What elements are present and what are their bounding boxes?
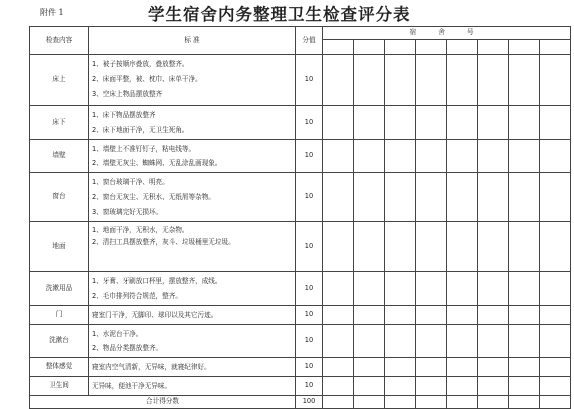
dorm-score-cell[interactable] [323, 173, 354, 222]
criteria-line: 3、窗玻璃完好无损坏。 [92, 207, 163, 216]
row-category: 洗漱台 [30, 324, 89, 358]
row-score: 10 [296, 222, 323, 272]
table-row [30, 358, 571, 377]
dorm-score-cell[interactable] [354, 222, 385, 272]
row-criteria [89, 139, 296, 173]
row-score: 10 [296, 139, 323, 173]
dorm-score-cell[interactable] [323, 222, 354, 272]
row-score: 10 [296, 324, 323, 358]
table-row [30, 324, 571, 358]
dorm-score-cell[interactable] [478, 106, 509, 140]
total-label: 合计得分数 [30, 395, 296, 408]
dorm-score-cell[interactable] [354, 173, 385, 222]
dorm-score-cell[interactable] [478, 305, 509, 324]
dorm-score-cell[interactable] [447, 305, 478, 324]
dorm-score-cell[interactable] [385, 222, 416, 272]
dorm-score-cell[interactable] [354, 55, 385, 106]
dorm-score-cell[interactable] [416, 106, 447, 140]
row-criteria [89, 106, 296, 140]
criteria-line: 寝室门干净，无脚印、球印以及其它污迹。 [92, 310, 218, 319]
dorm-score-cell[interactable] [416, 139, 447, 173]
page-title: 学生宿舍内务整理卫生检查评分表 [148, 5, 411, 24]
dorm-score-cell[interactable] [447, 272, 478, 306]
dorm-score-cell[interactable] [354, 106, 385, 140]
dorm-score-cell[interactable] [385, 358, 416, 377]
row-category: 卫生间 [30, 376, 89, 395]
dorm-score-cell[interactable] [385, 305, 416, 324]
dorm-score-cell[interactable] [478, 376, 509, 395]
dorm-score-cell[interactable] [354, 305, 385, 324]
dorm-score-cell[interactable] [540, 173, 571, 222]
dorm-score-cell[interactable] [323, 324, 354, 358]
row-category: 墙壁 [30, 139, 89, 173]
table-row [30, 173, 571, 222]
dorm-total-cell[interactable] [416, 395, 447, 408]
attachment-label: 附件 1 [40, 8, 64, 17]
dorm-cell[interactable] [323, 40, 354, 55]
row-category: 床下 [30, 106, 89, 140]
row-score: 10 [296, 305, 323, 324]
row-criteria [89, 376, 296, 395]
dorm-score-cell[interactable] [385, 55, 416, 106]
criteria-line: 1、地面干净，无积水，无杂物。 [92, 226, 189, 235]
table-row [30, 222, 571, 272]
dorm-score-cell[interactable] [323, 305, 354, 324]
inspection-score-table [29, 26, 571, 409]
table-row [30, 305, 571, 324]
criteria-line: 1、床下物品摆放整齐 [92, 111, 156, 119]
dorm-cell[interactable] [416, 40, 447, 55]
row-criteria [89, 272, 296, 306]
criteria-line: 2、墙壁无灰尘、蜘蛛网、无乱涂乱画现象。 [92, 159, 222, 168]
dorm-total-cell[interactable] [447, 395, 478, 408]
row-score: 10 [296, 376, 323, 395]
dorm-score-cell[interactable] [416, 376, 447, 395]
dorm-cell[interactable] [447, 40, 478, 55]
dorm-score-cell[interactable] [540, 376, 571, 395]
dorm-score-cell[interactable] [478, 55, 509, 106]
dorm-score-cell[interactable] [478, 324, 509, 358]
dorm-cell[interactable] [509, 40, 540, 55]
table-row [30, 272, 571, 306]
dorm-score-cell[interactable] [385, 324, 416, 358]
dorm-score-cell[interactable] [447, 222, 478, 272]
header-score: 分值 [296, 27, 323, 55]
dorm-score-cell[interactable] [354, 358, 385, 377]
dorm-score-cell[interactable] [447, 173, 478, 222]
dorm-score-cell[interactable] [416, 324, 447, 358]
dorm-score-cell[interactable] [323, 55, 354, 106]
dorm-score-cell[interactable] [478, 222, 509, 272]
table-row [30, 139, 571, 173]
dorm-score-cell[interactable] [354, 272, 385, 306]
dorm-score-cell[interactable] [447, 55, 478, 106]
dorm-score-cell[interactable] [323, 139, 354, 173]
criteria-line: 无异味，便池干净无异味。 [92, 381, 172, 390]
dorm-score-cell[interactable] [478, 173, 509, 222]
row-category: 窗台 [30, 173, 89, 222]
dorm-score-cell[interactable] [416, 305, 447, 324]
row-category: 床上 [30, 55, 89, 106]
row-score: 10 [296, 55, 323, 106]
dorm-score-cell[interactable] [385, 173, 416, 222]
dorm-score-cell[interactable] [354, 376, 385, 395]
dorm-score-cell[interactable] [540, 358, 571, 377]
total-score: 100 [296, 395, 323, 408]
dorm-score-cell[interactable] [323, 376, 354, 395]
row-score: 10 [296, 358, 323, 377]
dorm-score-cell[interactable] [385, 376, 416, 395]
dorm-cell[interactable] [354, 40, 385, 55]
row-criteria [89, 324, 296, 358]
table-row [30, 376, 571, 395]
dorm-score-cell[interactable] [509, 106, 540, 140]
dorm-score-cell[interactable] [509, 173, 540, 222]
row-category: 地面 [30, 222, 89, 272]
criteria-line: 2、毛巾排列符合规范，整齐。 [92, 291, 182, 300]
criteria-line: 1、窗台玻璃干净、明亮。 [92, 178, 169, 187]
dorm-score-cell[interactable] [416, 173, 447, 222]
dorm-score-cell[interactable] [540, 55, 571, 106]
dorm-score-cell[interactable] [416, 358, 447, 377]
dorm-score-cell[interactable] [478, 358, 509, 377]
dorm-score-cell[interactable] [509, 55, 540, 106]
row-criteria [89, 55, 296, 106]
criteria-line: 寝室内空气清新，无异味，就寝纪律好。 [92, 363, 211, 372]
dorm-score-cell[interactable] [416, 272, 447, 306]
row-criteria [89, 358, 296, 377]
criteria-line: 2、床面平整，被、枕巾、床单干净。 [92, 74, 202, 83]
dorm-score-cell[interactable] [540, 139, 571, 173]
criteria-line: 1、牙膏、牙刷放口杯里，摆放整齐，成线。 [92, 277, 222, 286]
dorm-score-cell[interactable] [540, 106, 571, 140]
dorm-score-cell[interactable] [447, 376, 478, 395]
dorm-total-cell[interactable] [354, 395, 385, 408]
dorm-cell[interactable] [478, 40, 509, 55]
dorm-score-cell[interactable] [509, 358, 540, 377]
dorm-score-cell[interactable] [540, 305, 571, 324]
criteria-line: 2、物品分类摆放整齐。 [92, 344, 163, 353]
table-row [30, 55, 571, 106]
row-score: 10 [296, 272, 323, 306]
row-criteria [89, 222, 296, 272]
criteria-line: 1、被子按顺序叠放，叠放整齐。 [92, 60, 189, 68]
row-category: 洗漱用品 [30, 272, 89, 306]
dorm-score-cell[interactable] [354, 139, 385, 173]
dorm-score-cell[interactable] [416, 222, 447, 272]
dorm-cell[interactable] [385, 40, 416, 55]
dorm-score-cell[interactable] [323, 358, 354, 377]
criteria-line: 2、窗台无灰尘、无积水、无纸屑等杂物。 [92, 192, 215, 201]
dorm-score-cell[interactable] [354, 324, 385, 358]
dorm-score-cell[interactable] [540, 272, 571, 306]
dorm-score-cell[interactable] [509, 222, 540, 272]
row-criteria [89, 173, 296, 222]
dorm-score-cell[interactable] [540, 324, 571, 358]
dorm-total-cell[interactable] [478, 395, 509, 408]
dorm-score-cell[interactable] [509, 272, 540, 306]
dorm-score-cell[interactable] [385, 272, 416, 306]
row-score: 10 [296, 173, 323, 222]
dorm-score-cell[interactable] [323, 272, 354, 306]
dorm-score-cell[interactable] [509, 305, 540, 324]
row-category: 门 [30, 305, 89, 324]
row-score: 10 [296, 106, 323, 140]
criteria-line: 2、床下地面干净，无卫生死角。 [92, 125, 189, 134]
table-row [30, 106, 571, 140]
dorm-score-cell[interactable] [540, 222, 571, 272]
dorm-total-cell[interactable] [509, 395, 540, 408]
dorm-score-cell[interactable] [385, 139, 416, 173]
dorm-cell[interactable] [540, 40, 571, 55]
header-dorm-number: 宿 舍 号 [323, 27, 571, 40]
dorm-total-cell[interactable] [323, 395, 354, 408]
dorm-score-cell[interactable] [447, 106, 478, 140]
dorm-score-cell[interactable] [323, 106, 354, 140]
header-criteria: 标 准 [89, 27, 296, 55]
header-item: 检查内容 [30, 27, 89, 55]
dorm-score-cell[interactable] [509, 324, 540, 358]
row-criteria [89, 305, 296, 324]
row-category: 整体感觉 [30, 358, 89, 377]
criteria-line: 3、空床上物品摆放整齐 [92, 89, 163, 98]
dorm-score-cell[interactable] [447, 139, 478, 173]
dorm-score-cell[interactable] [385, 106, 416, 140]
dorm-score-cell[interactable] [447, 358, 478, 377]
criteria-line: 1、水泥台干净。 [92, 329, 143, 338]
dorm-score-cell[interactable] [478, 139, 509, 173]
criteria-line: 1、墙壁上不准钉钉子，粘电线等。 [92, 144, 196, 153]
dorm-score-cell[interactable] [509, 139, 540, 173]
dorm-score-cell[interactable] [416, 55, 447, 106]
dorm-score-cell[interactable] [478, 272, 509, 306]
dorm-total-cell[interactable] [385, 395, 416, 408]
criteria-line: 2、清扫工具摆放整齐，灰斗、垃圾桶里无垃圾。 [92, 238, 235, 247]
dorm-score-cell[interactable] [509, 376, 540, 395]
dorm-total-cell[interactable] [540, 395, 571, 408]
dorm-score-cell[interactable] [447, 324, 478, 358]
